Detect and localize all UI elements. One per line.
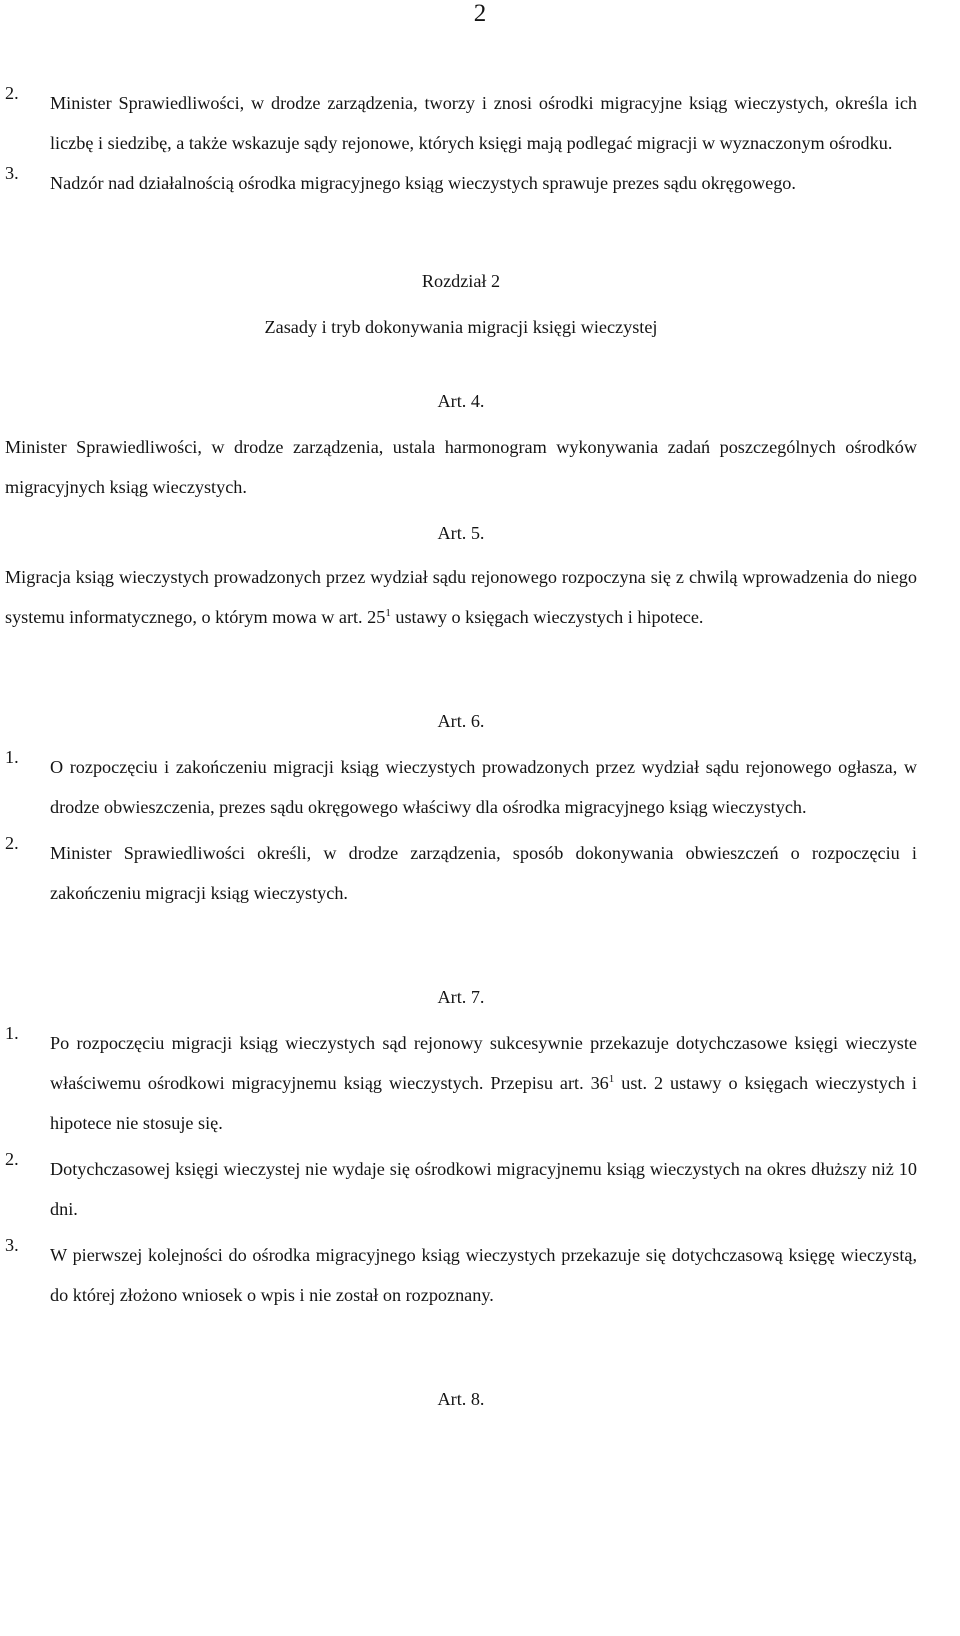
article-7-heading: Art. 7. bbox=[437, 987, 485, 1007]
article-7-item-2 bbox=[5, 1149, 917, 1229]
item-number: 2. bbox=[5, 1149, 19, 1169]
item-text: O rozpoczęciu i zakończeniu migracji ksiąg wieczystych prowadzonych przez wydział sądu rejonowego ogłasza, w drodze obwieszczenia, prezes sądu okręgowego właściwy dla ośrodka migracyjnego ksiąg wieczystych. bbox=[50, 757, 917, 817]
paragraph-3 bbox=[5, 163, 917, 203]
item-number: 1. bbox=[5, 747, 19, 767]
article-7-item-3 bbox=[5, 1235, 917, 1315]
article-5-text-part2: ustawy o księgach wieczystych i hipotece. bbox=[390, 607, 704, 627]
item-number: 1. bbox=[5, 1023, 19, 1043]
item-text-part1: Po rozpoczęciu migracji ksiąg wieczystych sąd rejonowy sukcesywnie przekazuje dotychczasowe księgi wieczyste właściwemu ośrodkowi migracyjnemu ksiąg wieczystych. Przepisu art. 36 bbox=[50, 1033, 917, 1093]
chapter-title: Zasady i tryb dokonywania migracji księgi wieczystej bbox=[264, 317, 658, 337]
article-7-item-1 bbox=[5, 1023, 917, 1143]
chapter-label: Rozdział 2 bbox=[421, 271, 501, 291]
paragraph-2 bbox=[5, 83, 917, 163]
article-5-heading: Art. 5. bbox=[437, 523, 485, 543]
item-number: 3. bbox=[5, 1235, 19, 1255]
paragraph-text: Minister Sprawiedliwości, w drodze zarządzenia, tworzy i znosi ośrodki migracyjne ksiąg wieczystych, określa ich liczbę i siedzibę, a także wskazuje sądy rejonowe, których księgi mają podlegać migracji w wyznaczonym ośrodku. bbox=[50, 93, 917, 153]
paragraph-number: 3. bbox=[5, 163, 19, 183]
article-6-heading: Art. 6. bbox=[437, 711, 485, 731]
item-text-part2: ust. 2 ustawy o księgach wieczystych i hipotece nie stosuje się. bbox=[50, 1073, 917, 1133]
paragraph-number: 2. bbox=[5, 83, 19, 103]
article-6-item-1 bbox=[5, 747, 917, 827]
article-4-heading: Art. 4. bbox=[437, 391, 485, 411]
article-5-text bbox=[5, 557, 917, 637]
article-6-item-2 bbox=[5, 833, 917, 913]
article-4-text: Minister Sprawiedliwości, w drodze zarządzenia, ustala harmonogram wykonywania zadań poszczególnych ośrodków migracyjnych ksiąg wieczystych. bbox=[5, 437, 917, 497]
article-5-text-part1: Migracja ksiąg wieczystych prowadzonych przez wydział sądu rejonowego rozpoczyna się z chwilą wprowadzenia do niego systemu informatycznego, o którym mowa w art. 25 bbox=[5, 567, 917, 627]
paragraph-text: Nadzór nad działalnością ośrodka migracyjnego ksiąg wieczystych sprawuje prezes sądu okręgowego. bbox=[50, 173, 796, 193]
item-text: Minister Sprawiedliwości określi, w drodze zarządzenia, sposób dokonywania obwieszczeń o rozpoczęciu i zakończeniu migracji ksiąg wieczystych. bbox=[50, 843, 917, 903]
item-number: 2. bbox=[5, 833, 19, 853]
superscript: 1 bbox=[385, 607, 391, 619]
article-8-heading: Art. 8. bbox=[437, 1389, 485, 1409]
item-text: Dotychczasowej księgi wieczystej nie wydaje się ośrodkowi migracyjnemu ksiąg wieczystych na okres dłuższy niż 10 dni. bbox=[50, 1159, 917, 1219]
document-body bbox=[5, 80, 917, 1419]
item-text: W pierwszej kolejności do ośrodka migracyjnego ksiąg wieczystych przekazuje się dotychczasową księgę wieczystą, do której złożono wniosek o wpis i nie został on rozpoznany. bbox=[50, 1245, 917, 1305]
superscript: 1 bbox=[608, 1073, 615, 1085]
page-number: 2 bbox=[473, 0, 487, 27]
